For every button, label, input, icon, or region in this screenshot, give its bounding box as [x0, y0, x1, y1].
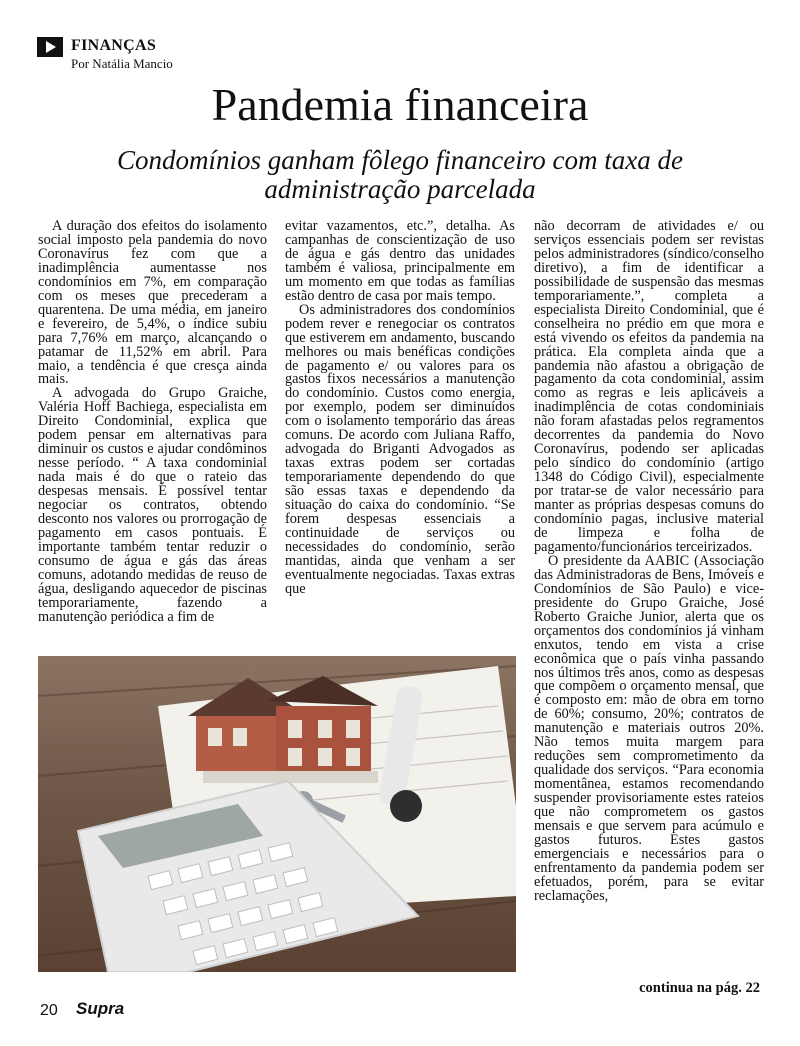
article-column-2	[285, 220, 515, 650]
article-column-3	[534, 220, 764, 980]
paragraph: Os administradores dos condomínios podem rever e renegociar os contratos que estiverem em andamento, buscando melhores ou mais benéficas condições de pagamento e/ ou valores para os gastos fixos necessários a manutenção do condomínio. Custos como energia, por exemplo, podem ser diminuídos com o isolamento temporário das áreas comuns. De acordo com Juliana Raffo, advogada do Briganti Advogados as taxas extras podem ser cortadas temporariamente dependendo do que são essas taxas e dependendo da situação do caixa do condomínio. “Se forem despesas essenciais a continuidade de serviços ou necessidades do condomínio, serão mantidas, ainda que venham a ser eventualmente negociadas. Taxas extras que	[285, 301, 515, 597]
byline: Por Natália Mancio	[71, 56, 173, 71]
article-title: Pandemia financeira	[211, 79, 589, 130]
paragraph: A advogada do Grupo Graiche, Valéria Hoff Bachiega, especialista em Direito Condominial, explica que podem pensar em alternativas para diminuir os custos e ajudar condôminos nesse período. “ A taxa condominial nada mais é do que o rateio das despesas mensais. É possível tentar negociar os contratos, obtendo desconto nos valores ou prorrogação de pagamento em casos pontuais. É importante também tentar reduzir o consumo de água e gás das áreas comuns, adotando medidas de reuso de água, desligando aquecedor de piscinas temporariamente, fazendo a manutenção periódica a fim de	[38, 385, 267, 625]
continue-link: continua na pág. 22	[639, 980, 760, 996]
article-subtitle: Condomínios ganham fôlego financeiro com taxa de administração parcelada	[117, 145, 683, 204]
article-column-1	[38, 220, 267, 650]
calculator-house-photo	[38, 656, 516, 972]
photo-illustration	[38, 656, 516, 972]
supra-logo: Supra	[76, 999, 125, 1018]
paragraph: evitar vazamentos, etc.”, detalha. As campanhas de conscientização de uso de água e gás dentro das unidades também é valiosa, principalmente em um momento em que todas as famílias estão dentro de casa por mais tempo.	[285, 218, 515, 304]
play-arrow-icon	[37, 37, 63, 57]
paragraph: não decorram de atividades e/ ou serviços essenciais podem ser revistas pelos administradores (síndico/conselho diretivo), a fim de identificar a possibilidade de suspensão das mesmas temporariamente.”, completa a especialista Direito Condominial, que é conselheira no prédio em que mora e está vivendo os efeitos da pandemia na prática. Ela completa ainda que a pandemia não afastou a obrigação de pagamento da cota condominial, assim como as regras e leis aplicáveis a inadimplência de cotas condominiais não foram afastadas pelos regramentos decorrentes da pandemia do Novo Coronavírus, podendo ser aplicadas pelo síndico do condomínio (artigo 1348 do Código Civil), especialmente por tratar-se de valor necessário para manter as próprias despesas comuns do condomínio pagas, inclusive material de limpeza e folha de pagamento/funcionários terceirizados.	[534, 218, 764, 555]
page-number: 20	[40, 1002, 58, 1019]
paragraph: A duração dos efeitos do isolamento social imposto pela pandemia do novo Coronavírus fez com que a inadimplência aumentasse nos condomínios em 7%, em comparação com os meses que precederam a quarentena. De uma média, em janeiro e fevereiro, de 5,4%, o índice subiu para 7,76% em março, alcançando o patamar de 11,52% em abril. Para maio, a tendência é que cresça ainda mais.	[38, 218, 267, 388]
paragraph: O presidente da AABIC (Associação das Administradoras de Bens, Imóveis e Condomínios de São Paulo) e vice-presidente do Grupo Graiche, José Roberto Graiche Junior, alerta que os orçamentos dos condomínios já vinham enxutos, tendo em vista a crise econômica que o país vinha passando nos últimos três anos, como as despesas que compõem o orçamento mensal, que é composto em: mão de obra em torno de 60%; consumo, 20%; contratos de manutenção e materiais outros 20%. Não temos muita margem para reduções sem comprometimento da qualidade dos serviços. “Para economia momentânea, estamos recomendando suspender provisoriamente estes rateios que não comprometem os gastos mensais e que servem para acúmulo e gastos futuros. Estes gastos emergenciais e necessários para o enfrentamento da pandemia podem ser efetuados, porém, para se evitar reclamações,	[534, 552, 764, 904]
section-label: FINANÇAS	[71, 37, 157, 54]
